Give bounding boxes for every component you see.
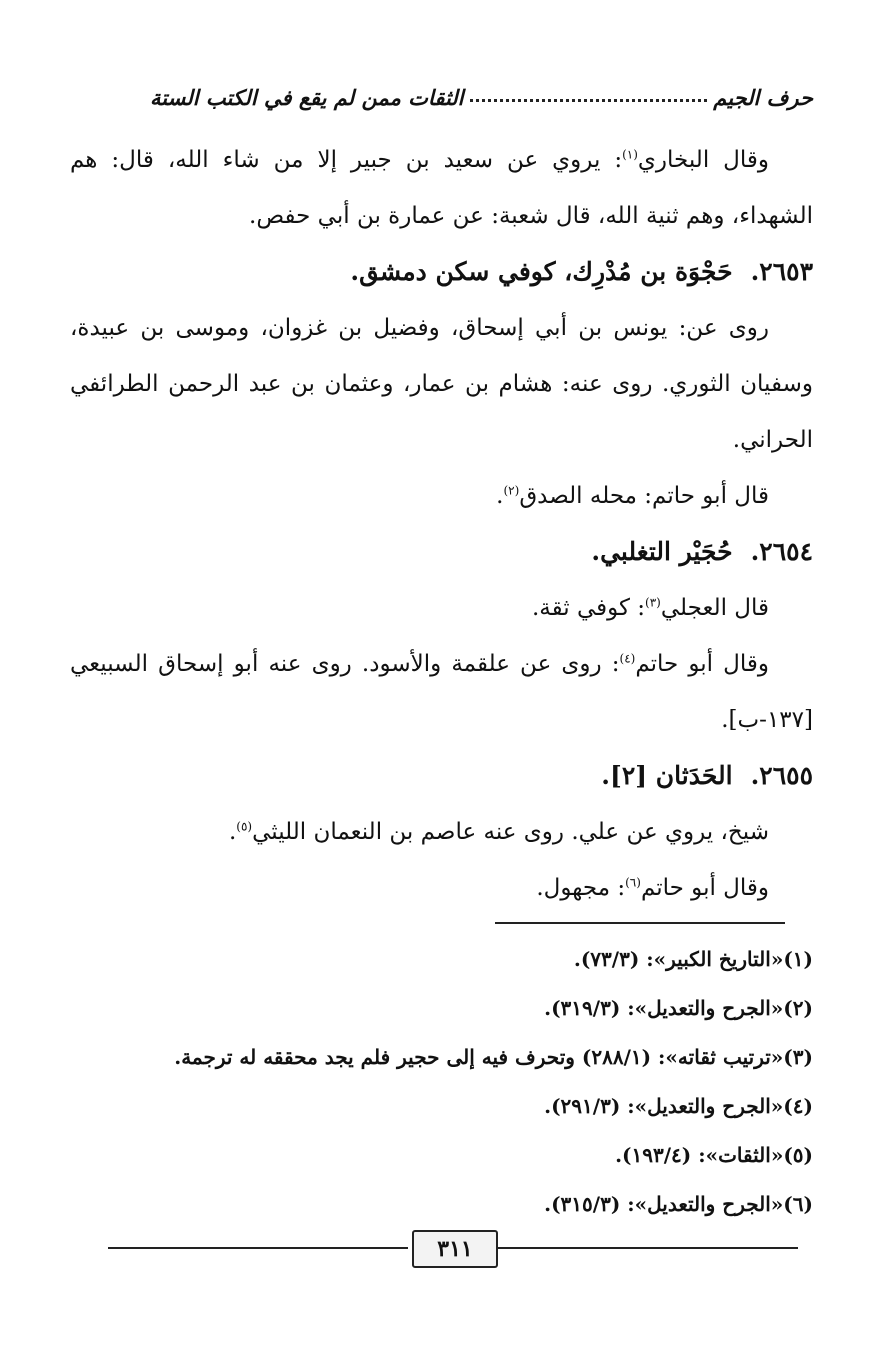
- entry-number: ٢٦٥٤.: [750, 537, 813, 566]
- text-line: وقال البخاري$^{(١)}$: يروي عن سعيد بن جبير إلا من شاء الله، قال: هم: [70, 147, 770, 173]
- text-line: الشهداء، وهم ثنية الله، قال شعبة: عن عمارة بن أبي حفص.: [249, 203, 813, 229]
- entry-name: الحَدَثان [٢].: [601, 761, 733, 790]
- text-line: روى عن: يونس بن أبي إسحاق، وفضيل بن غزوان، وموسى بن عبيدة،: [70, 315, 769, 341]
- footnote-marker: (٥): [236, 819, 253, 834]
- footnote-marker: (٢): [503, 483, 520, 498]
- bottom-rule-left: [108, 1247, 408, 1249]
- text-line: وقال أبو حاتم$^{(٦)}$: مجهول.: [536, 875, 769, 901]
- footnote-separator: [495, 922, 785, 924]
- footnote-marker: (٦): [625, 875, 641, 890]
- text-line: [١٣٧-ب].: [721, 707, 813, 733]
- footnote-marker: (٣): [645, 595, 661, 610]
- entry-number: ٢٦٥٣.: [750, 257, 813, 286]
- page-number: ٣١١: [412, 1230, 498, 1268]
- chapter-title: حرف الجيم: [713, 85, 813, 110]
- text-line: وقال أبو حاتم$^{(٤)}$: روى عن علقمة والأسود. روى عنه أبو إسحاق السبيعي: [70, 651, 769, 677]
- footnotes: [70, 935, 813, 1229]
- text-line: وسفيان الثوري. روى عنه: هشام بن عمار، وعثمان بن عبد الرحمن الطرائفي: [70, 371, 813, 397]
- text-line: الحراني.: [732, 427, 813, 453]
- main-text: [70, 132, 813, 916]
- entry-name: حُجَيْر التغلبي.: [591, 537, 733, 566]
- entry-number: ٢٦٥٥.: [750, 761, 813, 790]
- footnote-1: (١)«التاريخ الكبير»: (٧٣/٣).: [573, 947, 813, 971]
- footnote-2: (٢)«الجرح والتعديل»: (٣١٩/٣).: [544, 996, 813, 1020]
- footnote-3: (٣)«ترتيب ثقاته»: (٢٨٨/١) وتحرف فيه إلى حجير فلم يجد محققه له ترجمة.: [174, 1045, 813, 1069]
- entry-name: حَجْوَة بن مُدْرِك، كوفي سكن دمشق.: [350, 257, 733, 286]
- footnote-4: (٤)«الجرح والتعديل»: (٢٩١/٣).: [544, 1094, 813, 1118]
- text-line: قال العجلي$^{(٣)}$: كوفي ثقة.: [531, 595, 769, 621]
- running-header: [150, 74, 813, 110]
- text-line: شيخ، يروي عن علي. روى عنه عاصم بن النعمان الليثي$^{(٥)}$.: [228, 819, 769, 845]
- footnote-5: (٥)«الثقات»: (١٩٣/٤).: [615, 1143, 813, 1167]
- entry-heading-2655: [70, 748, 813, 804]
- header-dot-leader: [470, 98, 708, 102]
- bottom-rule-right: [498, 1247, 798, 1249]
- text-line: قال أبو حاتم: محله الصدق$^{(٢)}$.: [496, 483, 769, 509]
- footnote-marker: (١): [622, 147, 638, 162]
- entry-heading-2654: [70, 524, 813, 580]
- entry-heading-2653: [70, 244, 813, 300]
- footnote-marker: (٤): [619, 651, 636, 666]
- book-title: الثقات ممن لم يقع في الكتب الستة: [150, 85, 464, 110]
- footnote-6: (٦)«الجرح والتعديل»: (٣١٥/٣).: [544, 1192, 813, 1216]
